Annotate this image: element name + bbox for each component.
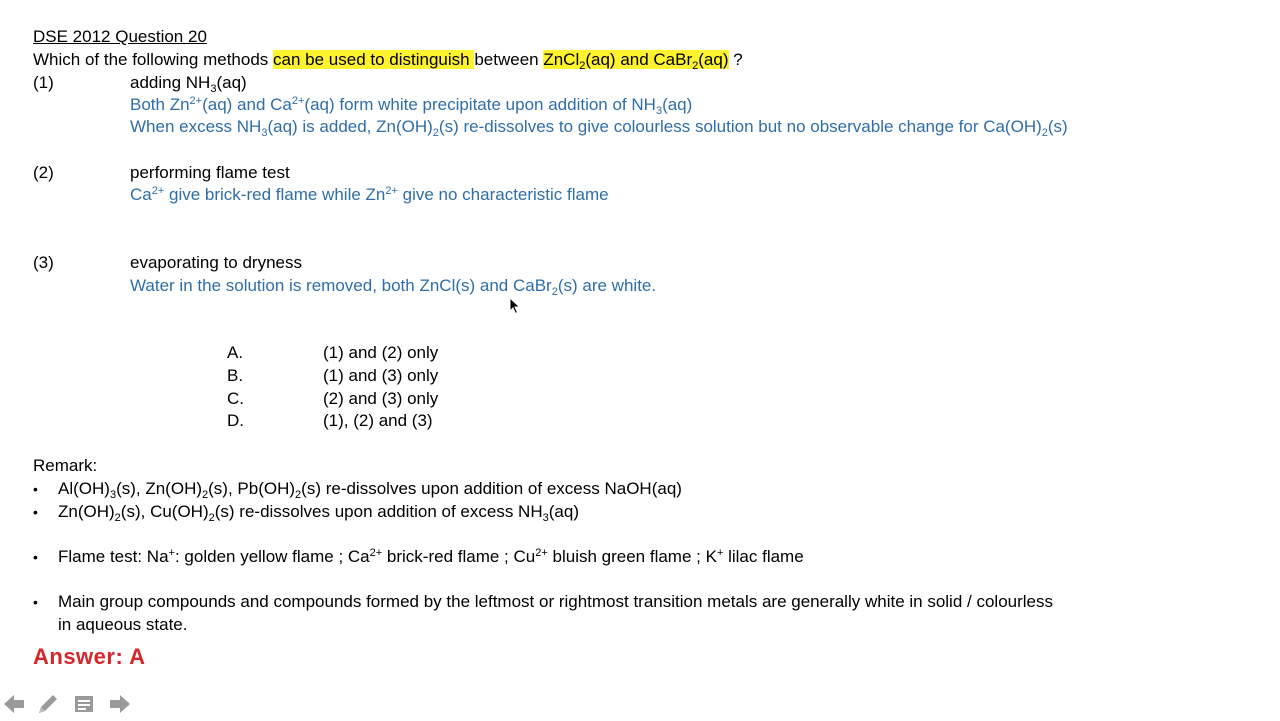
remark-item-3: Flame test: Na+: golden yellow flame ; $Ca^{2+}$ brick-red flame ; $Cu^{2+}$ bluish green flame ; K+ lilac flame (58, 547, 804, 566)
menu-icon[interactable] (72, 692, 96, 716)
option-text-d: (1), (2) and (3) (323, 411, 433, 430)
remark-item-4-line2: in aqueous state. (58, 615, 188, 634)
method-number-3: (3) (33, 253, 54, 272)
option-letter-c: C. (227, 389, 244, 408)
arrow-right-icon[interactable] (108, 692, 132, 716)
method-label-2: performing flame test (130, 163, 290, 182)
option-text-b: (1) and (3) only (323, 366, 439, 385)
option-letter-a: A. (227, 343, 244, 362)
remark-item-4-line1: Main group compounds and compounds formed by the leftmost or rightmost transition metals are generally white in solid / colourless (58, 592, 1053, 611)
mouse-cursor-icon (509, 297, 521, 315)
method-number-1: (1) (33, 73, 54, 92)
remark-heading: Remark: (33, 456, 98, 475)
slide-toolbar (0, 690, 140, 718)
answer-label: Answer: A (33, 644, 146, 669)
option-text-c: (2) and (3) only (323, 389, 439, 408)
bullet-icon: • (33, 594, 38, 610)
method-label-3: evaporating to dryness (130, 253, 302, 272)
method-explanation-1a: Both $Zn^{2+}(aq)$ and $Ca^{2+}(aq)$ form white precipitate upon addition of $NH_3(aq)$ (130, 95, 693, 117)
question-title: DSE 2012 Question 20 (33, 27, 207, 46)
highlight-phrase: can be used to distinguish (273, 50, 475, 69)
pencil-icon[interactable] (36, 692, 60, 716)
bullet-icon: • (33, 504, 38, 520)
method-explanation-1b: When excess $NH_3(aq)$ is added, $Zn(OH)_2(s)$ re-dissolves to give colourless solution but no observable change for $Ca(OH)_2(s)$ (130, 117, 1068, 139)
method-explanation-3: Water in the solution is removed, both ZnCl(s) and CaBr$_2$(s) are white. (130, 276, 657, 298)
remark-item-1: $Al(OH)_3(s)$, $Zn(OH)_2(s)$, $Pb(OH)_2(s)$ re-dissolves upon addition of excess NaOH(aq) (58, 479, 682, 501)
method-label-1: adding $NH_3(aq)$ (130, 73, 247, 95)
option-text-a: (1) and (2) only (323, 343, 439, 362)
question-text: Which of the following methods can be used to distinguish between ZnCl$_2$(aq) and CaBr$_2$(aq) ? (33, 50, 743, 72)
arrow-left-icon[interactable] (2, 692, 26, 716)
option-letter-b: B. (227, 366, 244, 385)
remark-item-2: $Zn(OH)_2(s)$, $Cu(OH)_2(s)$ re-dissolves upon addition of excess $NH_3(aq)$ (58, 502, 579, 524)
bullet-icon: • (33, 481, 38, 497)
method-number-2: (2) (33, 163, 54, 182)
method-explanation-2: $Ca^{2+}$ give brick-red flame while $Zn^{2+}$ give no characteristic flame (130, 185, 609, 204)
highlight-compounds: ZnCl$_2$(aq) and CaBr$_2$(aq) (543, 50, 729, 72)
bullet-icon: • (33, 549, 38, 565)
option-letter-d: D. (227, 411, 244, 430)
